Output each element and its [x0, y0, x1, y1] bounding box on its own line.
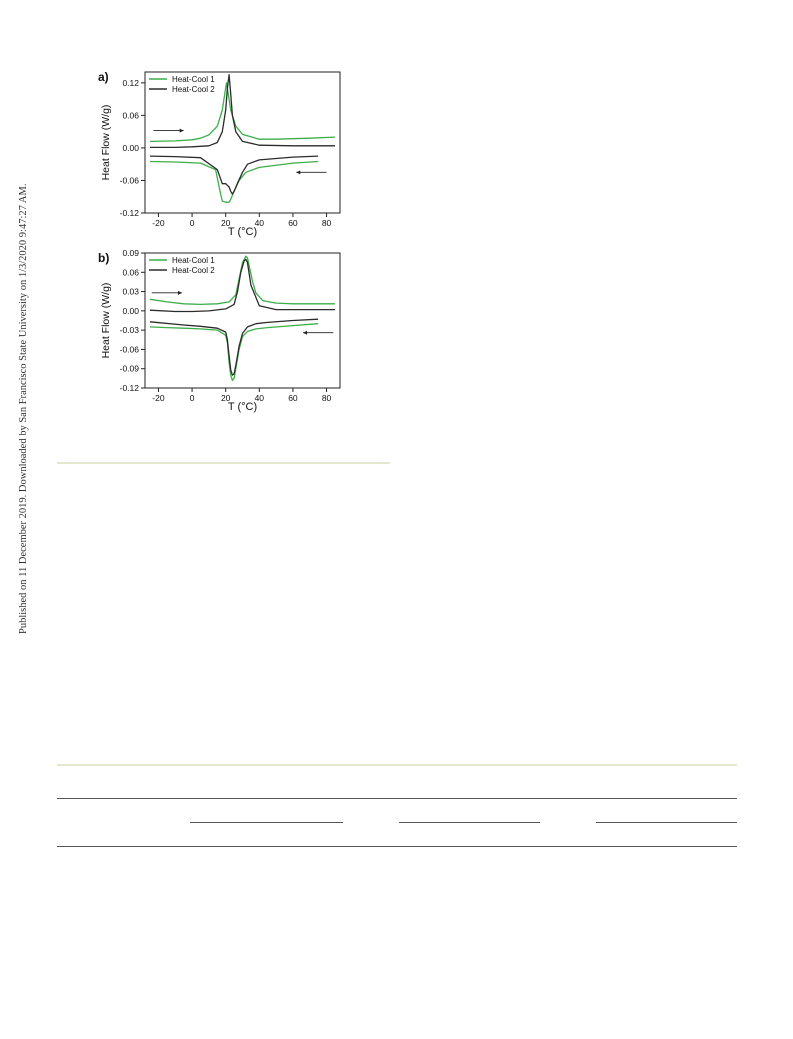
x-axis-label: T (°C): [227, 226, 258, 238]
legend-label: Heat-Cool 2: [172, 85, 215, 94]
y-tick-label: 0.00: [122, 142, 139, 153]
table-subheader-rule-2: [399, 822, 540, 823]
y-tick-label: 0.12: [122, 77, 139, 88]
x-tick-label: 20: [220, 393, 231, 403]
y-tick-label: 0.06: [122, 110, 139, 121]
y-axis-label: Heat Flow (W/g): [100, 104, 112, 181]
x-tick-label: 40: [254, 393, 265, 403]
y-tick-label: 0.09: [122, 248, 139, 258]
y-tick-label: -0.12: [119, 383, 139, 393]
x-tick-label: 80: [321, 218, 332, 228]
y-tick-label: -0.06: [119, 175, 139, 186]
panel-label: b): [98, 251, 110, 265]
table-body-rule: [57, 846, 737, 847]
arrow-head: [178, 291, 182, 295]
y-tick-label: -0.09: [119, 363, 139, 374]
x-tick-label: -20: [152, 393, 165, 403]
arrow-head: [303, 331, 307, 335]
arrow-head: [180, 129, 184, 133]
x-tick-label: 80: [321, 393, 332, 403]
x-tick-label: 40: [254, 218, 265, 228]
x-tick-label: 60: [288, 393, 298, 403]
table-header-rule: [57, 798, 737, 799]
x-tick-label: 0: [189, 393, 195, 403]
figure-caption-divider: [57, 462, 390, 464]
y-tick-label: -0.06: [119, 344, 139, 355]
panel-label: a): [98, 70, 109, 84]
series-line-heat-cool-1-cooling: [150, 162, 318, 203]
x-axis-label: T (°C): [227, 401, 258, 413]
x-tick-label: -20: [152, 218, 165, 228]
legend-label: Heat-Cool 1: [172, 75, 215, 84]
x-tick-label: 20: [220, 218, 231, 228]
x-tick-label: 60: [288, 218, 298, 228]
legend-label: Heat-Cool 1: [172, 256, 215, 265]
y-tick-label: 0.03: [122, 286, 139, 297]
y-tick-label: 0.00: [122, 305, 139, 316]
dsc-chart-a: [98, 62, 348, 242]
table-subheader-rule-1: [190, 822, 343, 823]
y-tick-label: -0.12: [119, 208, 139, 218]
y-tick-label: 0.06: [122, 267, 139, 278]
arrow-head: [296, 170, 300, 174]
published-download-notice: Published on 11 December 2019. Downloaded by San Francisco State University on 1/3/2020 9:47:27 AM.: [18, 183, 29, 634]
x-tick-label: 0: [189, 218, 195, 228]
table-top-divider: [57, 764, 737, 766]
y-tick-label: -0.03: [119, 325, 139, 336]
legend-label: Heat-Cool 2: [172, 266, 215, 275]
y-axis-label: Heat Flow (W/g): [100, 282, 112, 359]
table-subheader-rule-3: [596, 822, 737, 823]
dsc-chart-b: [98, 240, 348, 420]
publication-sidebar: [6, 0, 30, 640]
